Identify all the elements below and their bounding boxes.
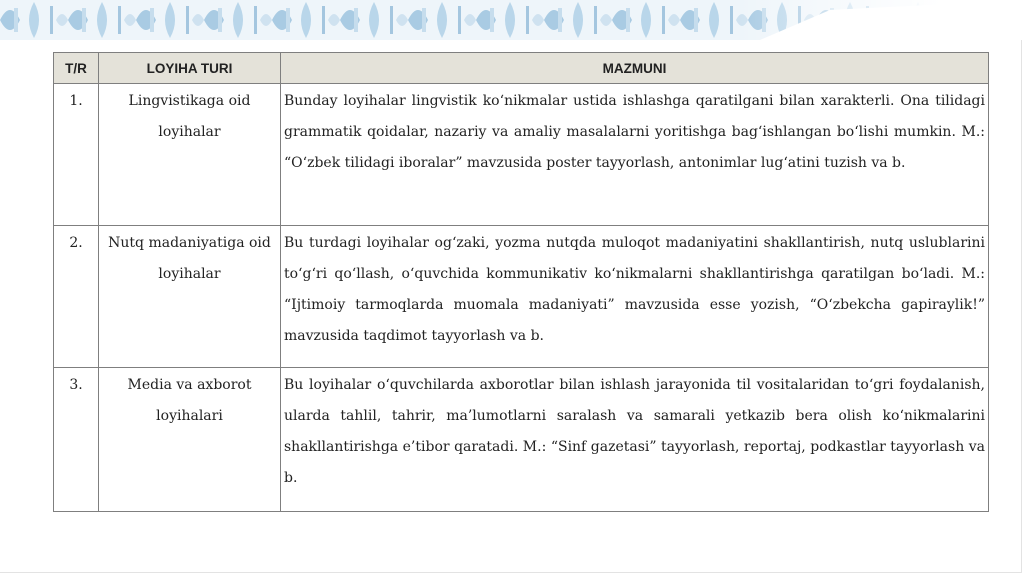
table-header-row [54,53,989,84]
project-types-table [53,52,989,512]
row-number: 2. [54,226,99,368]
row-number: 3. [54,368,99,512]
row-content: Bu loyihalar o‘quvchilarda axborotlar bilan ishlash jarayonida til vositalaridan to‘gri foydalanish, ularda tahlil, tahrir, ma’lumotlarni saralash va samarali yetkazib bera olish ko‘nikmalarini shakllantirishga e’tibor qaratadi. M.: “Sinf gazetasi” tayyorlash, reportaj, podkastlar tayyorlash va b. [281,368,989,512]
row-content: Bu turdagi loyihalar og‘zaki, yozma nutqda muloqot madaniyatini shakllantirish, nutq uslublarini to‘g‘ri qo‘llash, o‘quvchida kommunikativ ko‘nikmalarni shakllantirishga qaratilgan bo‘ladi. M.: “Ijtimoiy tarmoqlarda muomala madaniyati” mavzusida esse yozish, “O‘zbekcha gapiraylik!” mavzusida taqdimot tayyorlash va b. [281,226,989,368]
table-row [54,368,989,512]
row-project-type: Media va axborot loyihalari [99,368,281,512]
ikat-pattern-graphic [0,0,1024,40]
decorative-ikat-banner [0,0,1024,40]
row-content: Bunday loyihalar lingvistik ko‘nikmalar ustida ishlashga qaratilgani bilan xarakterli. Ona tilidagi grammatik qoidalar, nazariy va amaliy masalalarni yoritishga bag‘ishlangan bo‘lishi mumkin. M.: “O‘zbek tilidagi iboralar” mavzusida poster tayyorlash, antonimlar lug‘atini tuzish va b. [281,84,989,226]
row-project-type: Lingvistikaga oid loyihalar [99,84,281,226]
header-project-type: LOYIHA TURI [99,53,281,84]
header-content: MAZMUNI [281,53,989,84]
row-number: 1. [54,84,99,226]
row-project-type: Nutq madaniyatiga oid loyihalar [99,226,281,368]
table-row [54,226,989,368]
header-number: T/R [54,53,99,84]
table-row [54,84,989,226]
